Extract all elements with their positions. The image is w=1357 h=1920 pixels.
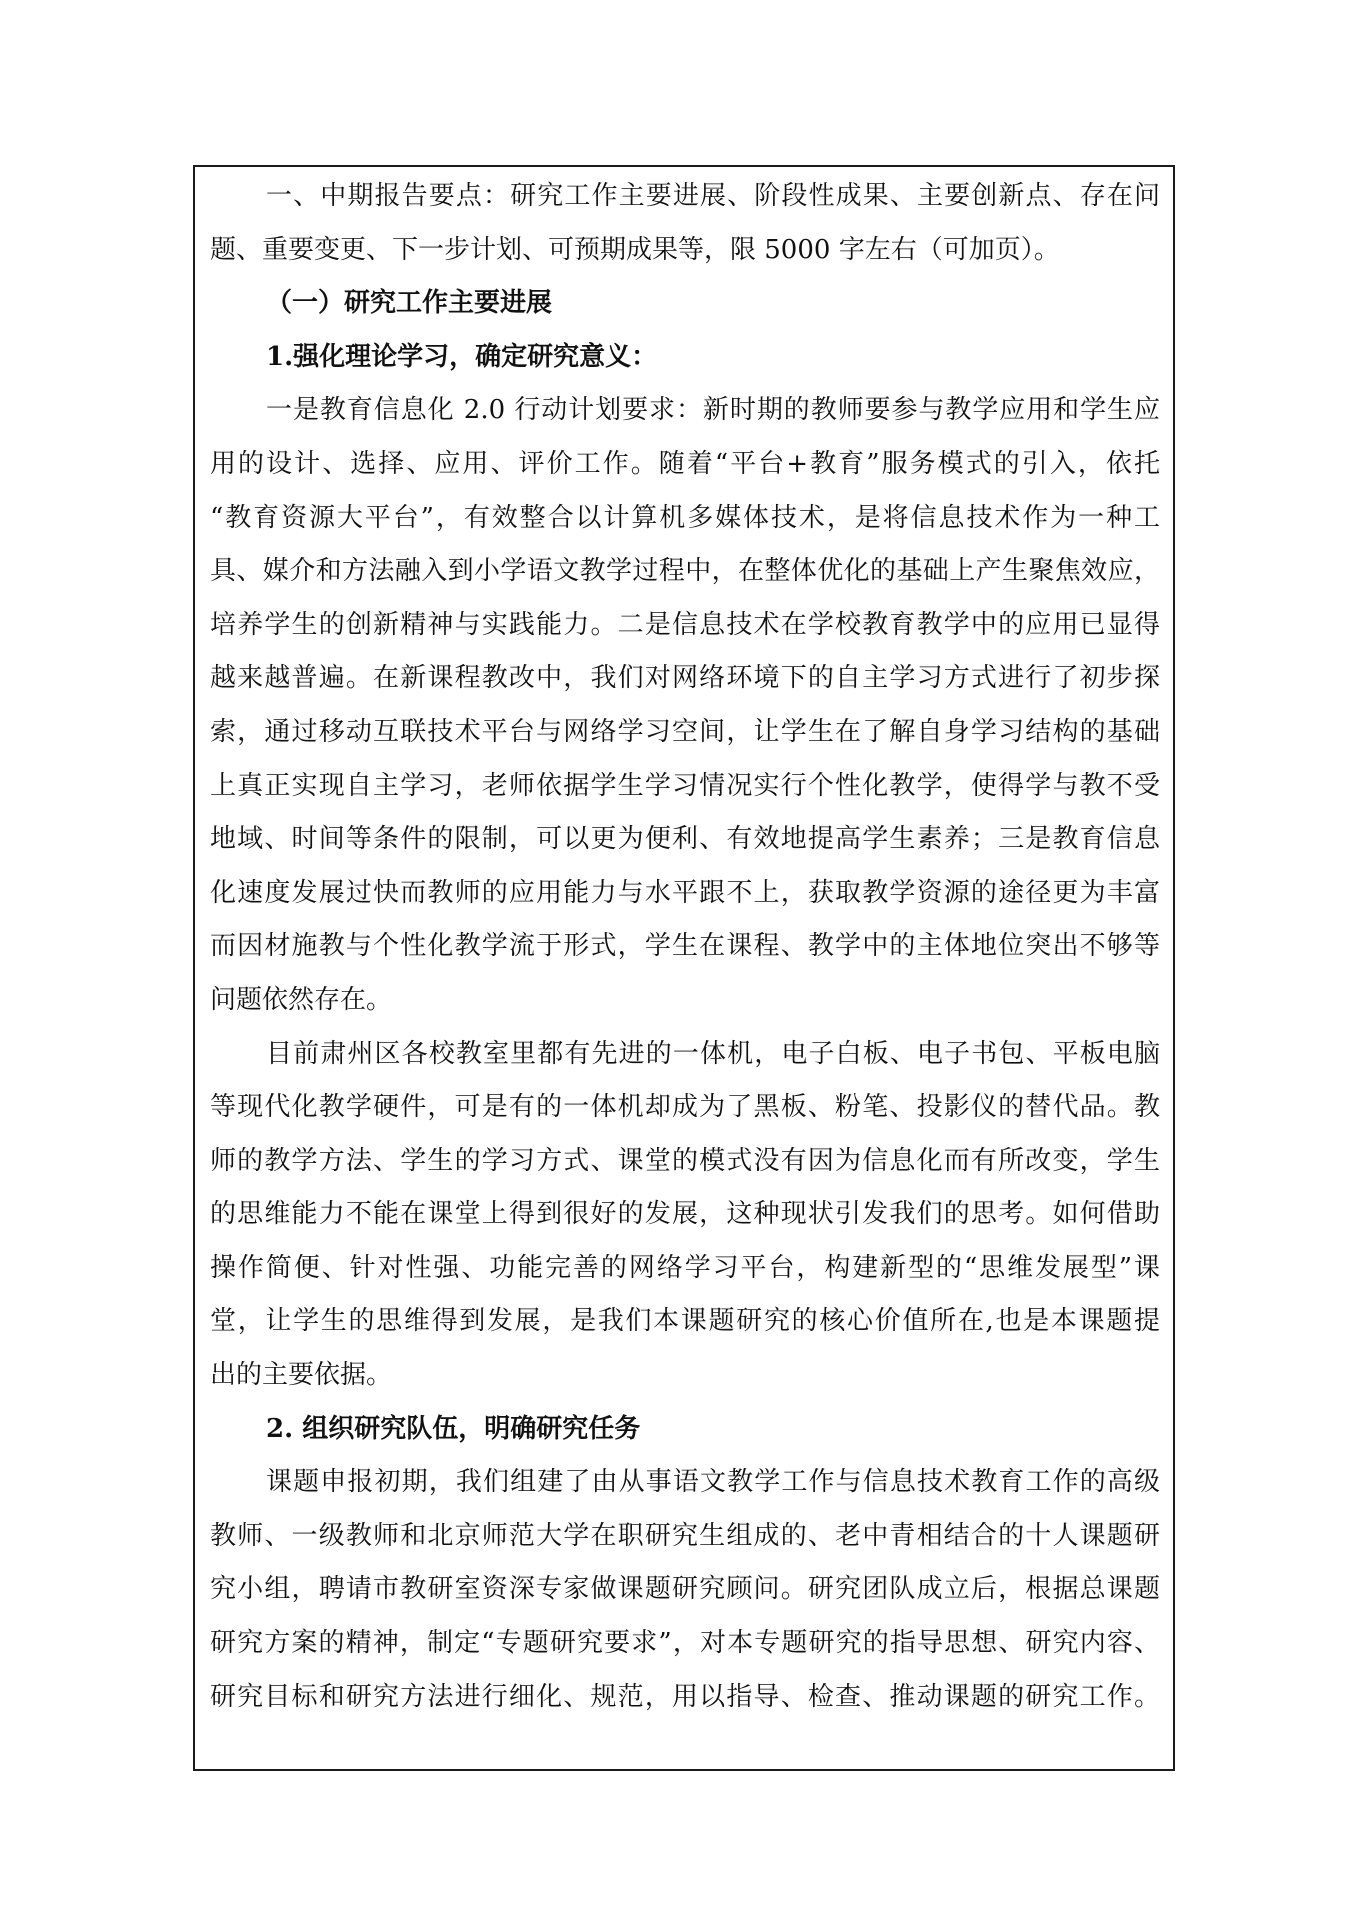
text-line: 培养学生的创新精神与实践能力。二是信息技术在学校教育教学中的应用已显得	[210, 609, 1160, 640]
text-line: 教师、一级教师和北京师范大学在职研究生组成的、老中青相结合的十人课题研	[210, 1520, 1160, 1551]
text-line: 研究目标和研究方法进行细化、规范，用以指导、检查、推动课题的研究工作。	[210, 1681, 1160, 1712]
text-line: 而因材施教与个性化教学流于形式，学生在课程、教学中的主体地位突出不够等	[210, 931, 1160, 962]
text-line: 问题依然存在。	[210, 984, 393, 1015]
text-line: 等现代化教学硬件，可是有的一体机却成为了黑板、粉笔、投影仪的替代品。教	[210, 1092, 1160, 1123]
section-heading: 2. 组织研究队伍，明确研究任务	[266, 1413, 641, 1444]
text-line: 地域、时间等条件的限制，可以更为便利、有效地提高学生素养；三是教育信息	[210, 824, 1160, 855]
text-line: 研究方案的精神，制定“专题研究要求”，对本专题研究的指导思想、研究内容、	[210, 1628, 1160, 1659]
text-line: 师的教学方法、学生的学习方式、课堂的模式没有因为信息化而有所改变，学生	[210, 1145, 1160, 1176]
section-heading: （一）研究工作主要进展	[266, 288, 553, 319]
text-line: 一、中期报告要点：研究工作主要进展、阶段性成果、主要创新点、存在问	[266, 181, 1160, 211]
text-line: 课题申报初期，我们组建了由从事语文教学工作与信息技术教育工作的高级	[266, 1467, 1160, 1498]
text-line: 操作简便、针对性强、功能完善的网络学习平台，构建新型的“思维发展型”课	[210, 1252, 1160, 1283]
section-heading: 1.强化理论学习，确定研究意义：	[266, 341, 658, 372]
text-line: 索，通过移动互联技术平台与网络学习空间，让学生在了解自身学习结构的基础	[210, 716, 1160, 747]
text-line: 化速度发展过快而教师的应用能力与水平跟不上，获取教学资源的途径更为丰富	[210, 877, 1160, 908]
text-line: 出的主要依据。	[210, 1360, 393, 1391]
text-line: 一是教育信息化 2.0 行动计划要求：新时期的教师要参与教学应用和学生应	[266, 395, 1160, 426]
text-line: 上真正实现自主学习，老师依据学生学习情况实行个性化教学，使得学与教不受	[210, 770, 1160, 801]
text-line: 的思维能力不能在课堂上得到很好的发展，这种现状引发我们的思考。如何借助	[210, 1199, 1160, 1230]
text-line: 具、媒介和方法融入到小学语文教学过程中，在整体优化的基础上产生聚焦效应，	[210, 556, 1160, 587]
text-line: 堂，让学生的思维得到发展，是我们本课题研究的核心价值所在,也是本课题提	[210, 1306, 1160, 1337]
text-line: 越来越普遍。在新课程教改中，我们对网络环境下的自主学习方式进行了初步探	[210, 663, 1160, 694]
text-line: 题、重要变更、下一步计划、可预期成果等，限 5000 字左右（可加页）。	[210, 234, 1060, 265]
text-line: “教育资源大平台”，有效整合以计算机多媒体技术，是将信息技术作为一种工	[210, 502, 1160, 533]
report-body	[210, 170, 1160, 1724]
text-line: 究小组，聘请市教研室资深专家做课题研究顾问。研究团队成立后，根据总课题	[210, 1574, 1160, 1605]
text-line: 目前肃州区各校教室里都有先进的一体机，电子白板、电子书包、平板电脑	[266, 1038, 1160, 1069]
text-line: 用的设计、选择、应用、评价工作。随着“平台+教育”服务模式的引入，依托	[210, 448, 1160, 479]
